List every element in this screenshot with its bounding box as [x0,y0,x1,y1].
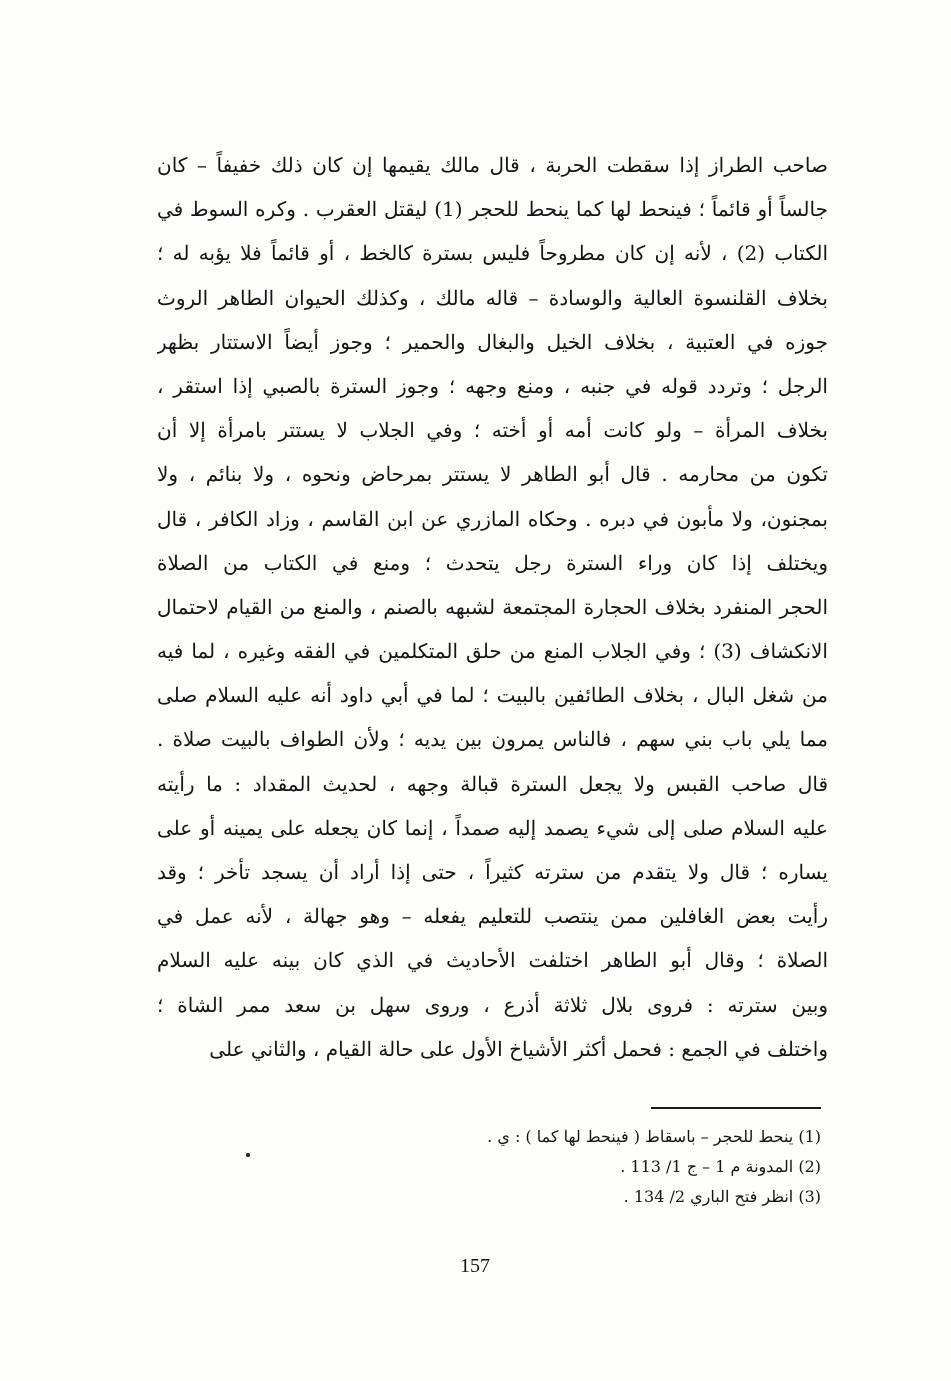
footnote-item: (1) ينحط للحجر – باسقاط ( فينحط لها كما ) : ي . [487,1127,821,1146]
text-line: ويختلف إذا كان وراء السترة رجل يتحدث ؛ ومنع في الكتاب من الصلاة [157,550,828,575]
text-line: الانكشاف (3) ؛ وفي الجلاب المنع من حلق المتكلمين في الفقه وغيره ، لما فيه [157,639,828,664]
page-number: 157 [460,1255,490,1277]
text-line: الرجل ؛ وتردد قوله في جنبه ، ومنع وجهه ؛ وجوز السترة بالصبي إذا استقر ، [157,373,828,398]
footnote-item: (2) المدونة م 1 – ج 1/ 113 . [620,1157,821,1176]
text-line: بخلاف المرأة – ولو كانت أمه أو أخته ؛ وفي الجلاب لا يستتر بامرأة إلا أن [157,418,828,443]
text-line: رأيت بعض الغافلين ممن ينتصب للتعليم يفعله – وهو جهالة ، لأنه عمل في [157,904,828,929]
text-line: من شغل البال ، بخلاف الطائفين بالبيت ؛ لما في أبي داود أنه عليه السلام صلى [157,683,828,708]
text-line: وبين سترته : فروى بلال ثلاثة أذرع ، وروى سهل بن سعد ممر الشاة ؛ [157,992,828,1017]
text-line: جالساً أو قائماً ؛ فينحط لها كما ينحط للحجر (1) ليقتل العقرب . وكره السوط في [157,197,828,222]
text-line: جوزه في العتبية ، بخلاف الخيل والبغال والحمير ؛ وجوز أيضاً الاستتار بظهر [157,329,828,354]
footnote-item: (3) انظر فتح الباري 2/ 134 . [623,1187,821,1206]
text-line: بخلاف القلنسوة العالية والوسادة – قاله مالك ، وكذلك الحيوان الطاهر الروث [157,285,828,310]
text-line: تكون من محارمه . قال أبو الطاهر لا يستتر بمرحاض ونحوه ، ولا بنائم ، ولا [157,462,828,487]
text-line: الحجر المنفرد بخلاف الحجارة المجتمعة لشبهه بالصنم ، والمنع من القيام لاحتمال [157,594,828,619]
text-line: قال صاحب القبس ولا يجعل السترة قبالة وجهه ، لحديث المقداد : ما رأيته [157,771,828,796]
ink-speck [246,1153,250,1157]
main-text-block [157,143,828,1071]
text-line: واختلف في الجمع : فحمل أكثر الأشياخ الأول على حالة القيام ، والثاني على [209,1036,828,1061]
text-line: بمجنون، ولا مأبون في دبره . وحكاه المازري عن ابن القاسم ، وزاد الكافر ، قال [157,506,828,531]
text-line: الصلاة ؛ وقال أبو الطاهر اختلفت الأحاديث في الذي كان بينه عليه السلام [157,948,828,973]
footnotes-block [380,1122,821,1212]
text-line: الكتاب (2) ، لأنه إن كان مطروحاً فليس بسترة كالخط ، أو قائماً فلا يؤبه له ؛ [157,241,828,266]
text-line: يساره ؛ قال ولا يتقدم من سترته كثيراً ، حتى إذا أراد أن يسجد تأخر ؛ وقد [157,860,828,884]
footnote-separator [651,1107,821,1109]
text-line: مما يلي باب بني سهم ، فالناس يمرون بين يديه ؛ ولأن الطواف بالبيت صلاة . [157,727,828,752]
text-line: صاحب الطراز إذا سقطت الحربة ، قال مالك يقيمها إن كان ذلك خفيفاً – كان [157,153,828,177]
text-line: عليه السلام صلى إلى شيء يصمد إليه صمداً ، إنما كان يجعله على يمينه أو على [157,815,828,840]
